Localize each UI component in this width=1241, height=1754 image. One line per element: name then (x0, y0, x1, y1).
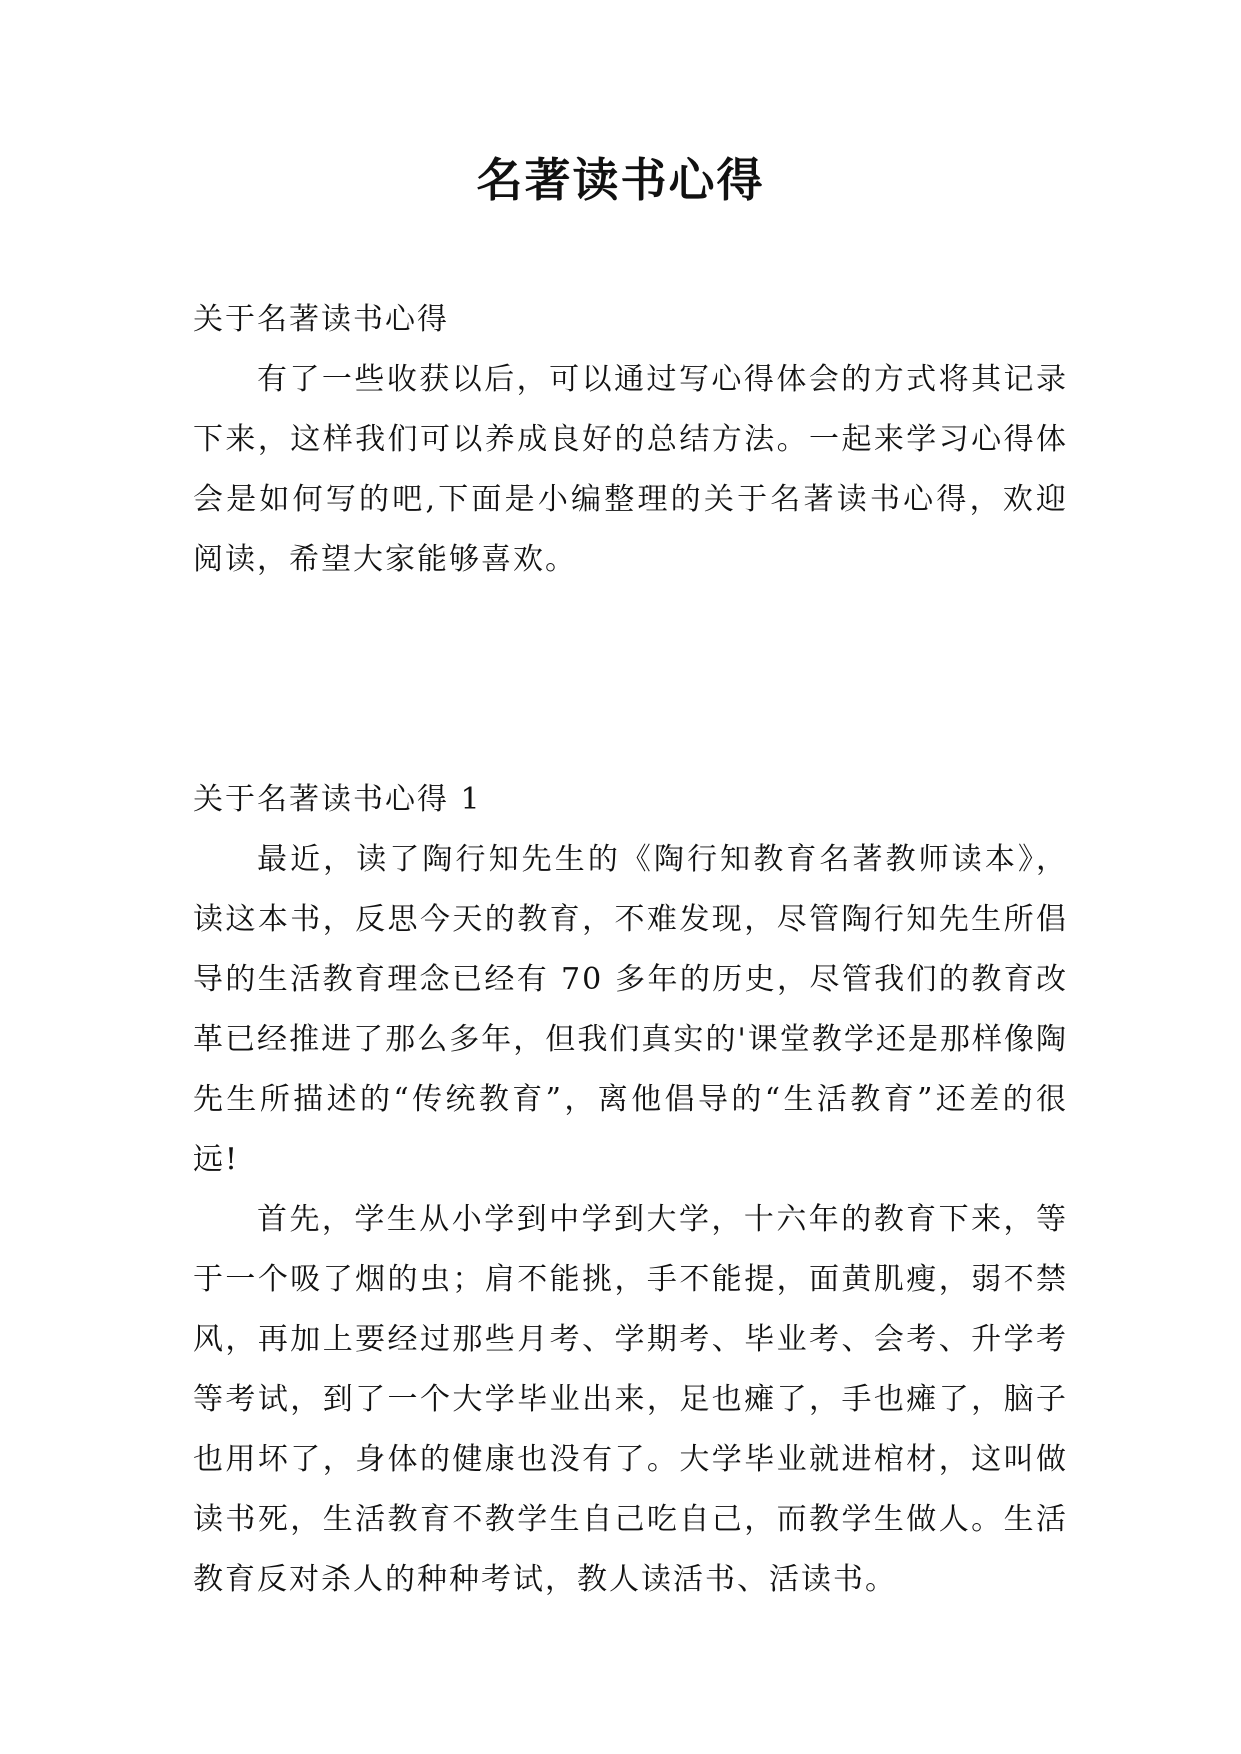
section-spacer (193, 590, 1068, 770)
document-title: 名著读书心得 (476, 153, 765, 207)
intro-heading: 关于名著读书心得 (193, 302, 449, 337)
section-paragraph: 首先，学生从小学到中学到大学，十六年的教育下来，等于一个吸了烟的虫；肩不能挑，手不能提，面黄肌瘦，弱不禁风，再加上要经过那些月考、学期考、毕业考、会考、升学考等考试，到了一个大学毕业出来，足也瘫了，手也瘫了，脑子也用坏了，身体的健康也没有了。大学毕业就进棺材，这叫做读书死，生活教育不教学生自己吃自己，而教学生做人。生活教育反对杀人的种种考试，教人读活书、活读书。 (193, 1202, 1068, 1597)
document-body (193, 290, 1068, 1610)
section-paragraph: 最近，读了陶行知先生的《陶行知教育名著教师读本》，读这本书，反思今天的教育，不难发现，尽管陶行知先生所倡导的生活教育理念已经有 70 多年的历史，尽管我们的教育改革已经推进了那么多年，但我们真实的'课堂教学还是那样像陶先生所描述的“传统教育”，离他倡导的“生活教育”还差的很远! (193, 842, 1068, 1177)
intro-paragraph: 有了一些收获以后，可以通过写心得体会的方式将其记录下来，这样我们可以养成良好的总结方法。一起来学习心得体会是如何写的吧,下面是小编整理的关于名著读书心得，欢迎阅读，希望大家能够喜欢。 (193, 362, 1068, 577)
section-heading: 关于名著读书心得 1 (193, 782, 482, 817)
